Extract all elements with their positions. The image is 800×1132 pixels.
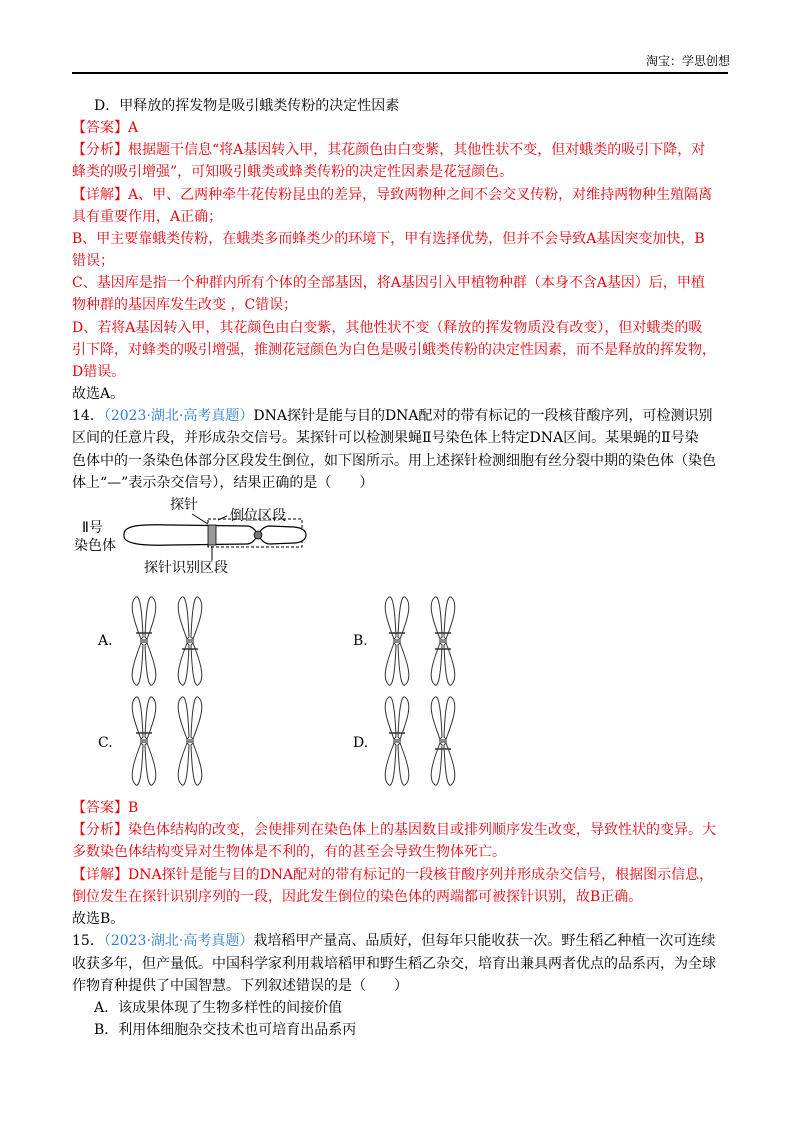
q14-answer (72, 798, 732, 818)
option-b-label: B. (353, 633, 368, 649)
option-d-figure[interactable] (375, 695, 471, 787)
q13-detail-d-1: D、若将A基因转入甲，其花颜色由白变紫，其他性状不变（释放的挥发物质没有改变），但对蛾类的吸 (72, 320, 703, 336)
q14-stem-line-2: 区间的任意片段，并形成杂交信号。某探针可以检测果蝇Ⅱ号染色体上特定DNA区间。某果蝇的Ⅱ号染 (72, 430, 699, 446)
chromatid-pair-1 (132, 697, 156, 785)
q13-conclusion: 故选A。 (72, 386, 125, 402)
q13-detail-d-2: 引下降，对蜂类的吸引增强，推测花冠颜色为白色是吸引蛾类传粉的决定性因素，而不是释放的挥发物， (72, 342, 716, 358)
q14-stem-line-4: 体上“—”表示杂交信号），结果正确的是（ ） (72, 475, 374, 491)
chromosome-diagram (72, 492, 412, 584)
detail-tag: 【详解】 (72, 187, 128, 203)
option-a-figure[interactable] (122, 595, 218, 687)
q13-detail-d-3: D错误。 (72, 364, 126, 380)
detail-text: DNA探针是能与目的DNA配对的带有标记的一段核苷酸序列并形成杂交信号，根据图示信息， (128, 867, 714, 883)
chromatid-pair-2 (431, 597, 455, 685)
q15-stem-line-2: 收获多年，但产量低。中国科学家利用栽培稻甲和野生稻乙杂交，培育出兼具两者优点的品系丙，为全球 (72, 956, 716, 972)
page-header: 淘宝：学思创想 (645, 54, 730, 68)
option-c-label: C. (98, 735, 113, 751)
stem-text: DNA探针是能与目的DNA配对的带有标记的一段核苷酸序列，可检测识别 (253, 408, 713, 424)
question-source: （2023·湖北·高考真题） (103, 408, 254, 424)
option-d-label: D. (353, 735, 369, 751)
q14-analysis-line-1 (72, 820, 732, 840)
header-divider (72, 72, 728, 74)
detail-tag: 【详解】 (72, 867, 128, 883)
question-number: 15． (72, 933, 104, 949)
fig-label-probe-region: 探针识别区段 (144, 560, 228, 576)
q13-detail-line-2: 具有重要作用，A正确； (72, 209, 223, 225)
option-b-figure[interactable] (375, 595, 471, 687)
q13-analysis-line-2: 蜂类的吸引增强”，可知吸引蛾类或蜂类传粉的决定性因素是花冠颜色。 (72, 164, 514, 180)
chromatid-pair-1 (385, 597, 409, 685)
q15-option-a[interactable]: A．该成果体现了生物多样性的间接价值 (94, 1000, 343, 1016)
q13-detail-c-1: C、基因库是指一个种群内所有个体的全部基因，将A基因引入甲植物种群（本身不含A基因）后，甲植 (72, 275, 705, 291)
q14-stem-line-3: 色体中的一条染色体部分区段发生倒位，如下图所示。用上述探针检测细胞有丝分裂中期的染色体（染色 (72, 453, 716, 469)
q15-option-b[interactable]: B．利用体细胞杂交技术也可培育出品系丙 (94, 1022, 357, 1038)
question-number: 14． (72, 408, 104, 424)
analysis-tag: 【分析】 (72, 822, 128, 838)
q13-detail-b-1: B、甲主要靠蛾类传粉，在蛾类多而蜂类少的环境下，甲有选择优势，但并不会导致A基因突变加快，B (72, 231, 705, 247)
option-c-figure[interactable] (122, 695, 218, 787)
probe-region (208, 525, 216, 545)
q13-option-d: D．甲释放的挥发物是吸引蛾类传粉的决定性因素 (94, 98, 400, 114)
question-source: （2023·湖北·高考真题） (103, 933, 254, 949)
option-a-label: A. (98, 633, 113, 649)
detail-text: A、甲、乙两种牵牛花传粉昆虫的差异，导致两物种之间不会交叉传粉，对维持两物种生殖隔离 (128, 187, 713, 203)
q14-analysis-line-2: 多数染色体结构变异对生物体是不利的，有的甚至会导致生物体死亡。 (72, 844, 506, 860)
centromere (254, 531, 262, 539)
answer-tag: 【答案】 (72, 120, 128, 136)
fig-label-inversion: 倒位区段 (230, 508, 286, 524)
q15-stem-line-1 (72, 931, 732, 951)
chromatid-pair-2 (431, 697, 455, 785)
analysis-text: 染色体结构的改变，会使排列在染色体上的基因数目或排列顺序发生改变，导致性状的变异。大 (128, 822, 716, 838)
q13-detail-b-2: 错误； (72, 253, 114, 269)
q13-analysis-line-1 (72, 140, 732, 160)
answer-value: A (128, 120, 139, 136)
analysis-text: 根据题干信息“将A基因转入甲，其花颜色由白变紫，其他性状不变，但对蛾类的吸引下降，对 (128, 142, 706, 158)
q13-detail-line-1 (72, 185, 732, 205)
stem-text: 栽培稻甲产量高、品质好，但每年只能收获一次。野生稻乙种植一次可连续 (253, 933, 716, 949)
q14-stem-line-1 (72, 406, 732, 426)
chromatid-pair-1 (385, 697, 409, 785)
answer-tag: 【答案】 (72, 800, 128, 816)
q14-detail-line-1 (72, 865, 732, 885)
q15-stem-line-3: 作物育种提供了中国智慧。下列叙述错误的是（ ） (72, 978, 408, 994)
chromatid-pair-1 (132, 597, 156, 685)
analysis-tag: 【分析】 (72, 142, 128, 158)
fig-label-chromosome: Ⅱ号 (82, 520, 103, 536)
q14-conclusion: 故选B。 (72, 911, 125, 927)
answer-value: B (128, 800, 139, 816)
chromatid-pair-2 (178, 697, 202, 785)
q13-answer (72, 118, 732, 138)
q14-detail-line-2: 倒位发生在探针识别序列的一段，因此发生倒位的染色体的两端都可被探针识别，故B正确。 (72, 889, 643, 905)
q13-detail-c-2: 物种群的基因库发生改变 ，C错误； (72, 297, 298, 313)
fig-label-probe: 探针 (170, 497, 198, 513)
fig-label-chromosome-2: 染色体 (74, 538, 116, 554)
chromatid-pair-2 (178, 597, 202, 685)
